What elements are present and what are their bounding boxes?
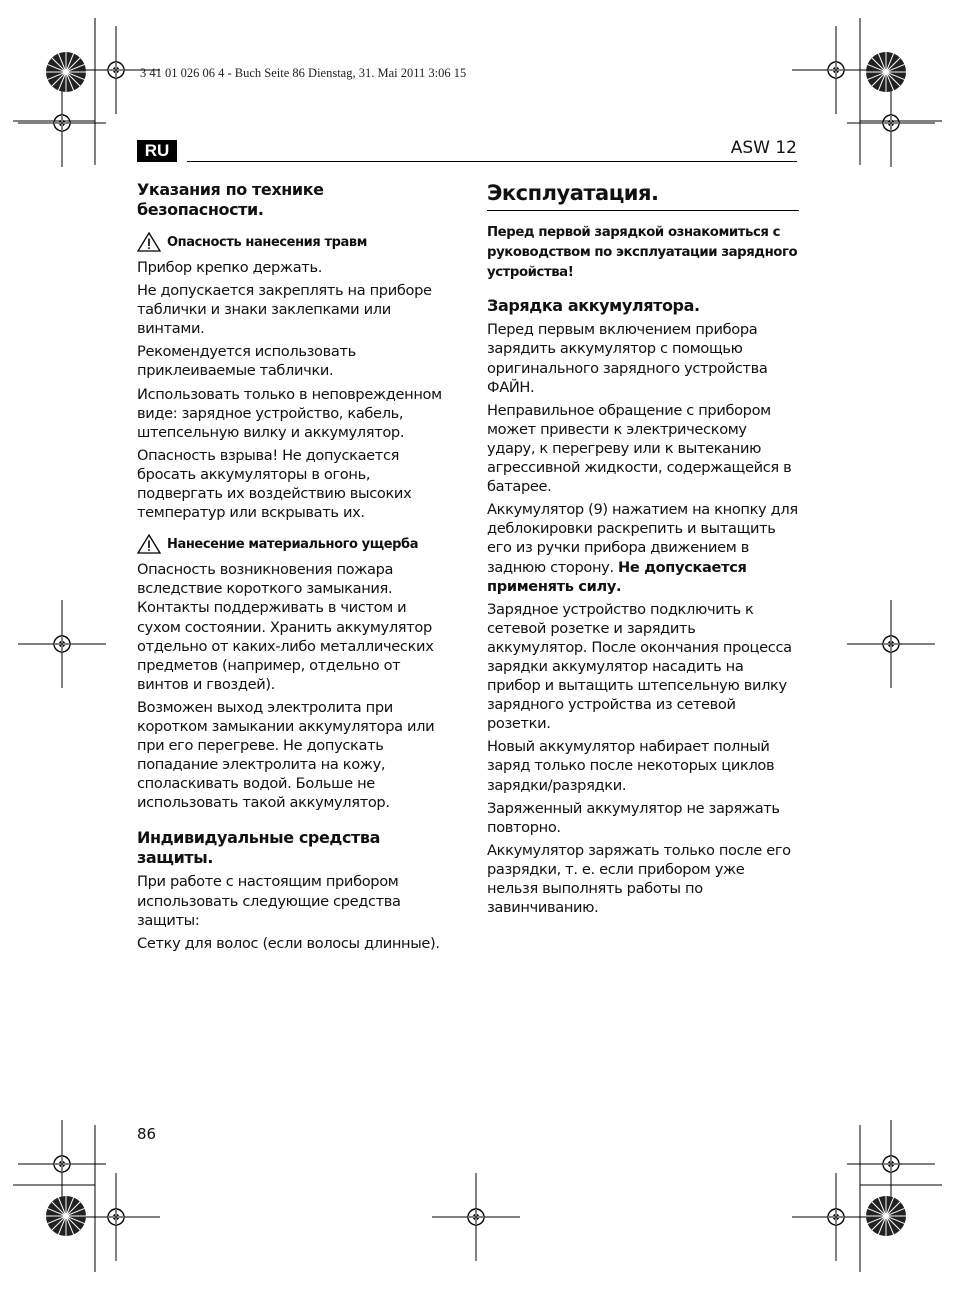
paragraph [487,500,799,595]
header-rule [187,161,797,162]
paragraph: Опасность взрыва! Не допускается бросать аккумуляторы в огонь, подвергать их воздействию высоких температур или вскрывать их. [137,446,412,522]
paragraph: Перед первым включением прибора зарядить аккумулятор с помощью оригинального зарядного устройства ФАЙН. [487,321,768,396]
language-badge: RU [137,140,177,162]
model-name: ASW 12 [730,138,797,158]
page-number: 86 [137,1125,157,1143]
left-column [137,180,452,957]
paragraph-emphasis: Не допускается применять силу. [487,558,747,595]
warning-triangle-icon [137,534,161,554]
print-info: 3 41 01 026 06 4 - Buch Seite 86 Dienstag, 31. Mai 2011 3:06 15 [140,66,467,80]
charging-heading: Зарядка аккумулятора. [487,296,700,316]
paragraph: Неправильное обращение с прибором может привести к электрическому удару, к перегреву или к вытеканию агрессивной жидкости, содержащейся в батарее. [487,401,792,496]
warning-triangle-icon [137,232,161,252]
paragraph: Зарядное устройство подключить к сетевой розетке и зарядить аккумулятор. После окончания процесса зарядки аккумулятор насадить на прибор и вытащить штепсельную вилку зарядного устройства из сетевой розетки. [487,600,792,733]
ppe-heading: Индивидуальные средства защиты. [137,828,381,868]
paragraph: Не допускается закреплять на приборе таблички и знаки заклепками или винтами. [137,282,432,338]
paragraph: Прибор крепко держать. [137,259,322,276]
paragraph: Опасность возникновения пожара вследствие короткого замыкания. Контакты поддерживать в чистом и сухом состоянии. Хранить аккумулятор отдельно от каких-либо металлических предметов (например, отдельно от винтов и гвоздей). [137,561,434,693]
injury-warning-label: Опасность нанесения травм [167,234,367,250]
paragraph-text: Аккумулятор (9) нажатием на кнопку для деблокировки раскрепить и вытащить его из ручки прибора движением в заднюю сторону. [487,501,798,576]
intro-note: Перед первой зарядкой ознакомиться с руководством по эксплуатации зарядного устройства! [487,225,798,280]
damage-warning [137,534,452,554]
safety-heading: Указания по технике безопасности. [137,180,324,219]
right-column [487,180,799,921]
operation-heading: Эксплуатация. [487,181,659,205]
paragraph: Новый аккумулятор набирает полный заряд только после некоторых циклов зарядки/разрядки. [487,738,775,794]
injury-warning [137,232,452,252]
paragraph: Заряженный аккумулятор не заряжать повторно. [487,799,780,836]
damage-warning-label: Нанесение материального ущерба [167,536,419,552]
paragraph: При работе с настоящим прибором использовать следующие средства защиты: [137,873,401,929]
paragraph: Аккумулятор заряжать только после его разрядки, т. е. если прибором уже нельзя выполнять работы по завинчиванию. [487,841,791,917]
heading-rule [487,210,799,211]
paragraph: Рекомендуется использовать приклеиваемые таблички. [137,343,356,380]
paragraph: Возможен выход электролита при коротком замыкании аккумулятора или при его перегреве. Не допускать попадание электролита на кожу, споласкивать водой. Больше не использовать такой аккумулятор. [137,698,435,812]
paragraph: Сетку для волос (если волосы длинные). [137,934,440,952]
paragraph: Использовать только в неповрежденном виде: зарядное устройство, кабель, штепсельную вилку и аккумулятор. [137,385,442,441]
